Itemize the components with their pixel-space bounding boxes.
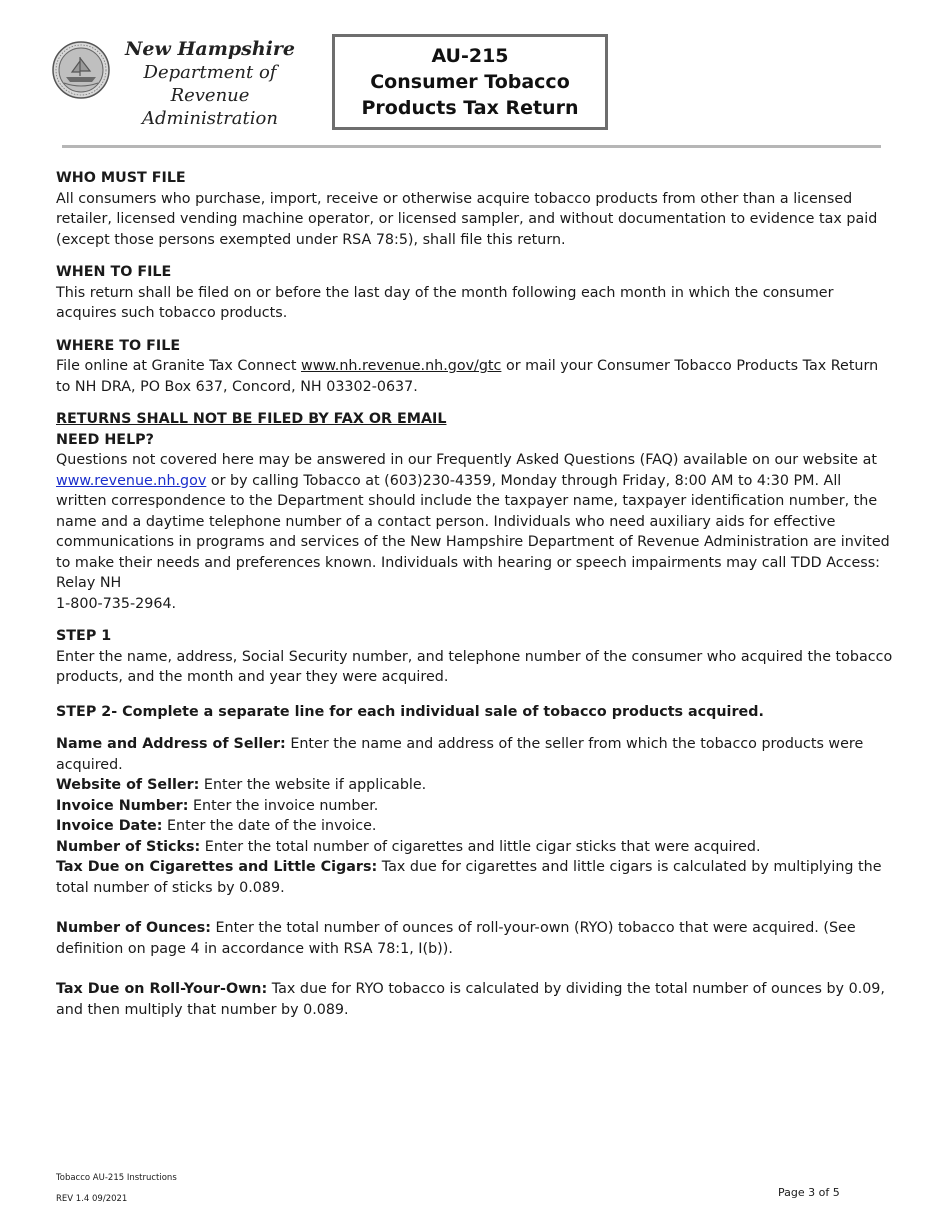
field-label: Website of Seller: xyxy=(56,777,200,793)
step2-field-item xyxy=(56,775,896,796)
form-number: AU-215 xyxy=(431,45,509,67)
footer-revision: REV 1.4 09/2021 xyxy=(56,1194,128,1204)
form-title-line1: Consumer Tobacco xyxy=(370,71,570,93)
field-description: Enter the website if applicable. xyxy=(199,777,427,793)
document-header xyxy=(0,0,950,150)
field-label: Invoice Number: xyxy=(56,797,189,814)
where-to-file-section xyxy=(56,336,896,398)
section-body xyxy=(56,450,896,614)
header-divider xyxy=(62,145,881,148)
agency-line-department: Department of xyxy=(143,62,277,83)
who-must-file-section xyxy=(56,168,896,250)
page-number: Page 3 of 5 xyxy=(778,1186,840,1199)
field-description: Enter the total number of cigarettes and little cigar sticks that were acquired. xyxy=(200,838,761,855)
step2-field-item xyxy=(56,979,896,1020)
section-heading: NEED HELP? xyxy=(56,431,154,448)
field-description: Tax due for cigarettes and little cigars is calculated by multiplying the total number of sticks by 0.089. xyxy=(56,859,882,896)
field-description: Enter the date of the invoice. xyxy=(162,818,377,834)
section-heading: WHERE TO FILE xyxy=(56,337,181,354)
field-description: Enter the invoice number. xyxy=(188,797,379,814)
agency-line-state: New Hampshire xyxy=(125,38,295,60)
agency-name xyxy=(100,38,320,130)
section-heading: WHEN TO FILE xyxy=(56,264,172,280)
when-to-file-section xyxy=(56,262,896,324)
field-description: Tax due for RYO tobacco is calculated by dividing the total number of ounces by 0.09, and then multiply that number by 0.089. xyxy=(56,981,885,1018)
section-body xyxy=(56,356,896,397)
field-label: Tax Due on Roll-Your-Own: xyxy=(56,981,268,997)
agency-line-revenue: Revenue Administration xyxy=(142,85,278,129)
step2-field-item xyxy=(56,918,896,959)
filing-notice: RETURNS SHALL NOT BE FILED BY FAX OR EMAIL xyxy=(56,411,447,427)
field-label: Number of Sticks: xyxy=(56,838,201,855)
step2-field-list xyxy=(56,734,896,1020)
step2-field-item xyxy=(56,837,896,858)
footer-left xyxy=(56,1172,177,1205)
field-description: Enter the name and address of the seller from which the tobacco products were acquired. xyxy=(56,736,864,773)
step2-field-item xyxy=(56,734,896,775)
step1-section xyxy=(56,626,896,688)
field-label: Name and Address of Seller: xyxy=(56,736,286,752)
section-body: All consumers who purchase, import, receive or otherwise acquire tobacco products from other than a licensed retailer, licensed vending machine operator, or licensed sampler, and without documentation to evidence tax paid (except those persons exempted under RSA 78:5), shall file this return. xyxy=(56,190,878,248)
field-label: Invoice Date: xyxy=(56,818,163,834)
granite-tax-connect-link[interactable]: www.nh.revenue.nh.gov/gtc xyxy=(301,358,502,374)
form-title-line2: Products Tax Return xyxy=(361,97,579,119)
step2-field-item xyxy=(56,796,896,817)
form-title-box xyxy=(332,34,608,130)
body-text: or by calling Tobacco at (603)230-4359, Monday through Friday, 8:00 AM to 4:30 PM. All written correspondence to the Department should include the taxpayer name, taxpayer identification number, the name and a daytime telephone number of a contact person. Individuals who need auxiliary aids for effective communications in programs and services of the New Hampshire Department of Revenue Administration are invited to make their needs and preferences known. Individuals with hearing or speech impairments may call TDD Access: Relay NH xyxy=(56,472,890,591)
field-label: Tax Due on Cigarettes and Little Cigars: xyxy=(56,859,378,875)
relay-phone-number: 1-800-735-2964. xyxy=(56,595,177,612)
footer-doc-name: Tobacco AU-215 Instructions xyxy=(56,1173,177,1183)
body-text: Questions not covered here may be answered in our Frequently Asked Questions (FAQ) available on our website at xyxy=(56,452,877,468)
section-body: This return shall be filed on or before the last day of the month following each month in which the consumer acquires such tobacco products. xyxy=(56,284,834,321)
revenue-website-link[interactable]: www.revenue.nh.gov xyxy=(56,472,207,489)
field-label: Number of Ounces: xyxy=(56,920,211,936)
step2-field-item xyxy=(56,857,896,898)
field-description: Enter the total number of ounces of roll-your-own (RYO) tobacco that were acquired. (See definition on page 4 in accordance with RSA 78:1, I(b)). xyxy=(56,920,856,957)
step2-field-item xyxy=(56,816,896,837)
instructions-body xyxy=(56,168,896,1040)
section-heading: STEP 1 xyxy=(56,628,112,644)
need-help-section xyxy=(56,430,896,615)
step2-heading: STEP 2- Complete a separate line for each individual sale of tobacco products acquired. xyxy=(56,703,764,720)
section-body: Enter the name, address, Social Security number, and telephone number of the consumer who acquired the tobacco products, and the month and year they were acquired. xyxy=(56,648,893,685)
section-heading: WHO MUST FILE xyxy=(56,170,186,186)
body-text: or mail your Consumer Tobacco Products Tax Return to NH DRA, PO Box 637, Concord, NH 03302-0637. xyxy=(56,358,879,395)
body-text: File online at Granite Tax Connect xyxy=(56,358,302,374)
